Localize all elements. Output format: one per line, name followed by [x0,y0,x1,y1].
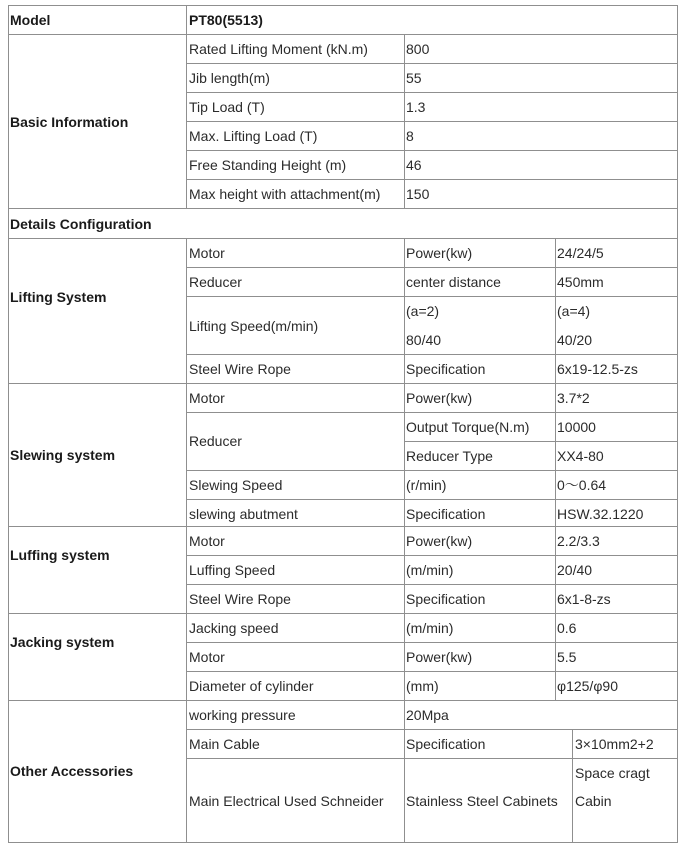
spec-param: Power(kw) [406,245,473,261]
spec-value: 3×10mm2+2 [575,736,654,752]
column-divider [572,729,573,843]
spec-label: Jib length(m) [189,70,270,86]
spec-label: Jacking speed [189,620,279,636]
spec-param: Reducer Type [406,448,493,464]
spec-value: 40/20 [557,332,593,348]
spec-label: Diameter of cylinder [189,678,314,694]
spec-value: Space cragt [575,765,650,781]
model-label: Model [10,12,51,28]
spec-param: 80/40 [406,332,442,348]
spec-value: 55 [406,70,422,86]
spec-value: 46 [406,157,422,173]
row-divider [186,267,678,268]
section-label-lifting-system: Lifting System [10,289,107,305]
column-divider [404,34,405,209]
row-divider [186,729,678,730]
spec-label: Slewing Speed [189,477,283,493]
spec-value: 10000 [557,419,596,435]
row-divider [8,700,678,701]
spec-param: (a=2) [406,303,440,319]
spec-param: Power(kw) [406,533,473,549]
row-divider [186,121,678,122]
spec-value: 24/24/5 [557,245,604,261]
spec-value: φ125/φ90 [557,678,618,694]
spec-label: Steel Wire Rope [189,361,291,377]
row-divider [186,758,678,759]
spec-param: (r/min) [406,477,447,493]
spec-value: 20/40 [557,562,593,578]
spec-param: center distance [406,274,501,290]
spec-value: 6x1-8-zs [557,591,611,607]
spec-label: Motor [189,533,225,549]
spec-label: Motor [189,649,225,665]
row-divider [186,63,678,64]
row-divider [8,383,678,384]
spec-value: 5.5 [557,649,577,665]
spec-param: Specification [406,736,486,752]
spec-value: 3.7*2 [557,390,590,406]
model-value: PT80(5513) [189,12,263,28]
spec-label: Main Cable [189,736,260,752]
row-divider [8,613,678,614]
spec-value: 2.2/3.3 [557,533,600,549]
spec-value: 0.6 [557,620,577,636]
row-divider [186,92,678,93]
section-label-details-configuration: Details Configuration [10,216,152,232]
spec-param: Specification [406,361,486,377]
spec-label: Steel Wire Rope [189,591,291,607]
spec-label: working pressure [189,707,296,723]
row-divider [186,179,678,180]
spec-label: Luffing Speed [189,562,276,578]
section-label-slewing-system: Slewing system [10,447,116,463]
row-divider [186,470,678,471]
spec-label: Rated Lifting Moment (kN.m) [189,41,368,57]
spec-label: Reducer [189,274,242,290]
section-label-basic-information: Basic Information [10,114,129,130]
section-label-luffing-system: Luffing system [10,547,110,563]
spec-param: Power(kw) [406,390,473,406]
row-divider [186,499,678,500]
table-border [677,5,678,843]
spec-label: Tip Load (T) [189,99,265,115]
row-divider [8,526,678,527]
spec-param: Stainless Steel Cabinets [406,793,558,809]
spec-value: 450mm [557,274,604,290]
spec-label: Lifting Speed(m/min) [189,318,319,334]
spec-value: HSW.32.1220 [557,506,644,522]
spec-value: 1.3 [406,99,426,115]
spec-value: 0～0.64 [557,477,607,493]
spec-label: Reducer [189,433,242,449]
row-divider [186,642,678,643]
table-border [8,842,678,843]
spec-label: Motor [189,390,225,406]
spec-value: Cabin [575,793,612,809]
row-divider [404,441,678,442]
spec-value: 8 [406,128,414,144]
column-divider [186,238,187,843]
spec-value: 20Mpa [406,707,449,723]
spec-value: XX4-80 [557,448,604,464]
spec-param: Specification [406,506,486,522]
spec-param: Specification [406,591,486,607]
spec-value: 800 [406,41,430,57]
spec-value: 6x19-12.5-zs [557,361,638,377]
row-divider [186,150,678,151]
spec-label: Max. Lifting Load (T) [189,128,318,144]
row-divider [186,296,678,297]
spec-value: (a=4) [557,303,591,319]
section-label-other-accessories: Other Accessories [10,763,134,779]
spec-param: (m/min) [406,620,454,636]
table-border [8,5,9,843]
spec-param: (m/min) [406,562,454,578]
spec-label: slewing abutment [189,506,298,522]
spec-label: Max height with attachment(m) [189,186,381,202]
column-divider [186,5,187,209]
spec-param: Output Torque(N.m) [406,419,530,435]
row-divider [186,584,678,585]
row-divider [8,208,678,209]
table-border [8,5,678,6]
column-divider [404,238,405,843]
row-divider [186,354,678,355]
row-divider [186,671,678,672]
spec-label: Motor [189,245,225,261]
row-divider [8,238,678,239]
spec-label: Main Electrical Used Schneider [189,793,384,809]
row-divider [186,412,678,413]
row-divider [186,555,678,556]
spec-label: Free Standing Height (m) [189,157,347,173]
spec-param: Power(kw) [406,649,473,665]
column-divider [555,238,556,700]
spec-value: 150 [406,186,430,202]
row-divider [8,34,678,35]
spec-param: (mm) [406,678,439,694]
section-label-jacking-system: Jacking system [10,634,115,650]
